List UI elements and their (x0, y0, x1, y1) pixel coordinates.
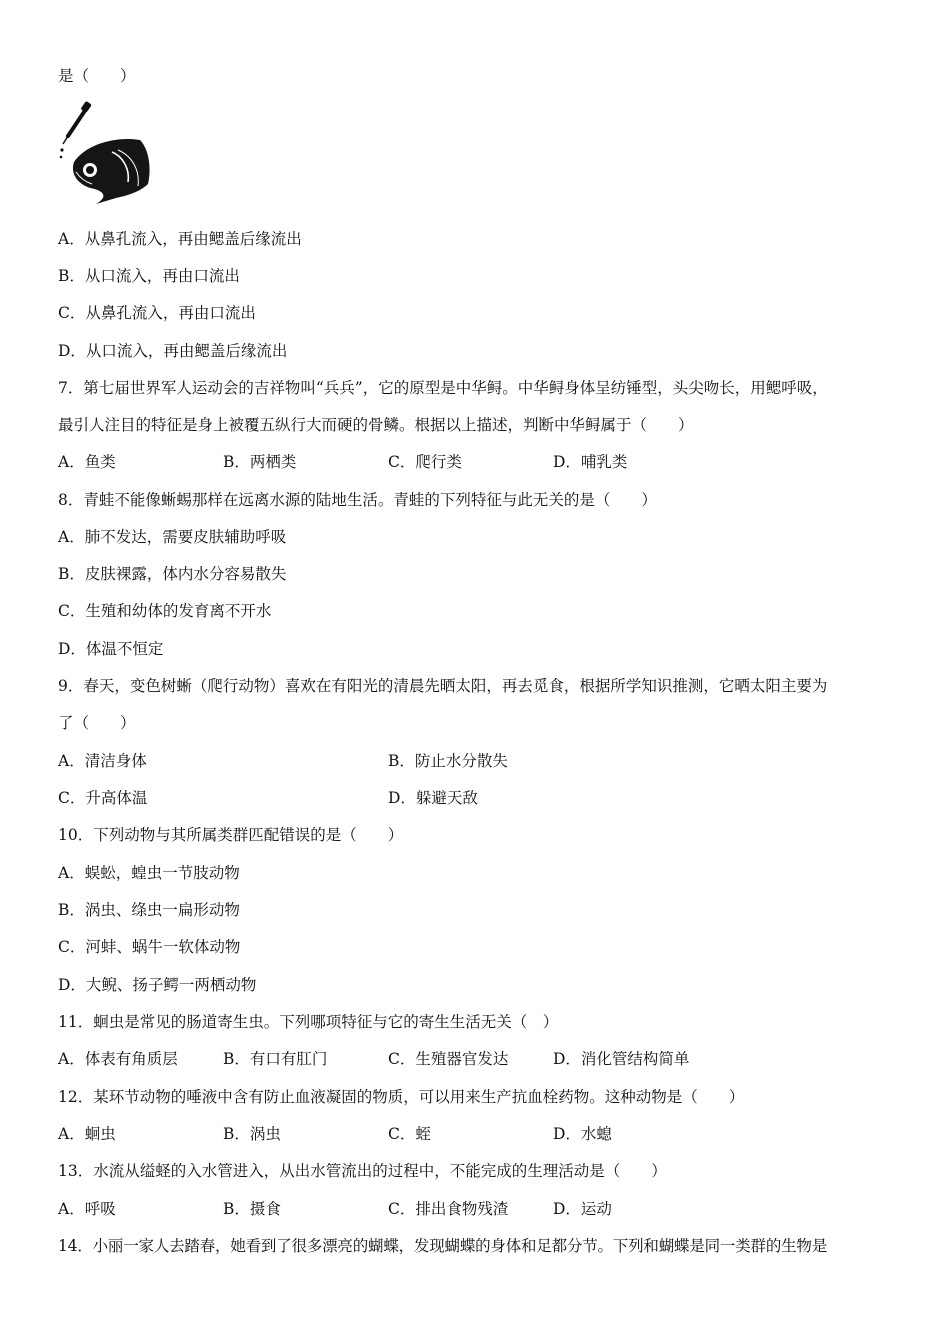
q9-stem-line2: 了（ ） (58, 714, 136, 732)
q7-stem-line2: 最引人注目的特征是身上被覆五纵行大而硬的骨鳞。根据以上描述，判断中华鲟属于（ ） (58, 416, 694, 434)
dropper-icon (60, 101, 92, 159)
q12-stem: 12．某环节动物的唾液中含有防止血液凝固的物质，可以用来生产抗血栓药物。这种动物是（ ） (58, 1088, 745, 1106)
q9-option-c: C．升高体温 (58, 789, 148, 807)
q8-stem: 8．青蛙不能像蜥蜴那样在远离水源的陆地生活。青蛙的下列特征与此无关的是（ ） (58, 491, 657, 509)
q8-option-c: C．生殖和幼体的发育离不开水 (58, 602, 272, 620)
q6-stem-tail: 是（ ） (58, 67, 136, 85)
q7-option-d: D．哺乳类 (553, 453, 628, 471)
q6-option-c: C．从鼻孔流入，再由口流出 (58, 304, 256, 322)
q14-stem-line1: 14．小丽一家人去踏春，她看到了很多漂亮的蝴蝶，发现蝴蝶的身体和足都分节。下列和蝴蝶是同一类群的生物是 (58, 1237, 828, 1255)
q11-option-c: C．生殖器官发达 (388, 1050, 509, 1068)
q11-stem: 11．蛔虫是常见的肠道寄生虫。下列哪项特征与它的寄生生活无关（ ） (58, 1013, 559, 1031)
q13-option-c: C．排出食物残渣 (388, 1200, 509, 1218)
q9-option-a: A．清洁身体 (58, 752, 147, 770)
q13-stem: 13．水流从缢蛏的入水管进入，从出水管流出的过程中，不能完成的生理活动是（ ） (58, 1162, 667, 1180)
q10-option-c: C．河蚌、蜗牛一软体动物 (58, 938, 241, 956)
q6-option-a: A．从鼻孔流入，再由鳃盖后缘流出 (58, 230, 302, 248)
q13-option-a: A．呼吸 (58, 1200, 116, 1218)
q9-stem-line1: 9．春天，变色树蜥（爬行动物）喜欢在有阳光的清晨先晒太阳，再去觅食，根据所学知识推测，它晒太阳主要为 (58, 677, 828, 695)
q10-option-b: B．涡虫、绦虫一扁形动物 (58, 901, 240, 919)
q7-stem-line1: 7．第七届世界军人运动会的吉祥物叫“兵兵”，它的原型是中华鲟。中华鲟身体呈纺锤型，头尖吻长，用鳃呼吸， (58, 379, 828, 397)
q12-option-a: A．蛔虫 (58, 1125, 116, 1143)
fish-dropper-figure (56, 100, 156, 208)
fish-head-icon (73, 139, 150, 204)
q10-stem: 10．下列动物与其所属类群匹配错误的是（ ） (58, 826, 404, 844)
q12-option-d: D．水螅 (553, 1125, 612, 1143)
q9-option-d: D．躲避天敌 (388, 789, 478, 807)
q9-option-b: B．防止水分散失 (388, 752, 508, 770)
q13-option-d: D．运动 (553, 1200, 612, 1218)
q11-option-d: D．消化管结构简单 (553, 1050, 690, 1068)
q10-option-a: A．蜈蚣，蝗虫一节肢动物 (58, 864, 240, 882)
q7-option-a: A．鱼类 (58, 453, 116, 471)
q8-option-a: A．肺不发达，需要皮肤辅助呼吸 (58, 528, 287, 546)
q12-option-b: B．涡虫 (223, 1125, 281, 1143)
q6-option-b: B．从口流入，再由口流出 (58, 267, 240, 285)
q6-option-d: D．从口流入，再由鳃盖后缘流出 (58, 342, 288, 360)
q7-option-c: C．爬行类 (388, 453, 462, 471)
q12-option-c: C．蛭 (388, 1125, 431, 1143)
q11-option-b: B．有口有肛门 (223, 1050, 328, 1068)
q7-option-b: B．两栖类 (223, 453, 297, 471)
q11-option-a: A．体表有角质层 (58, 1050, 178, 1068)
q8-option-d: D．体温不恒定 (58, 640, 164, 658)
q13-option-b: B．摄食 (223, 1200, 281, 1218)
q10-option-d: D．大鲵、扬子鳄一两栖动物 (58, 976, 257, 994)
q8-option-b: B．皮肤裸露，体内水分容易散失 (58, 565, 287, 583)
